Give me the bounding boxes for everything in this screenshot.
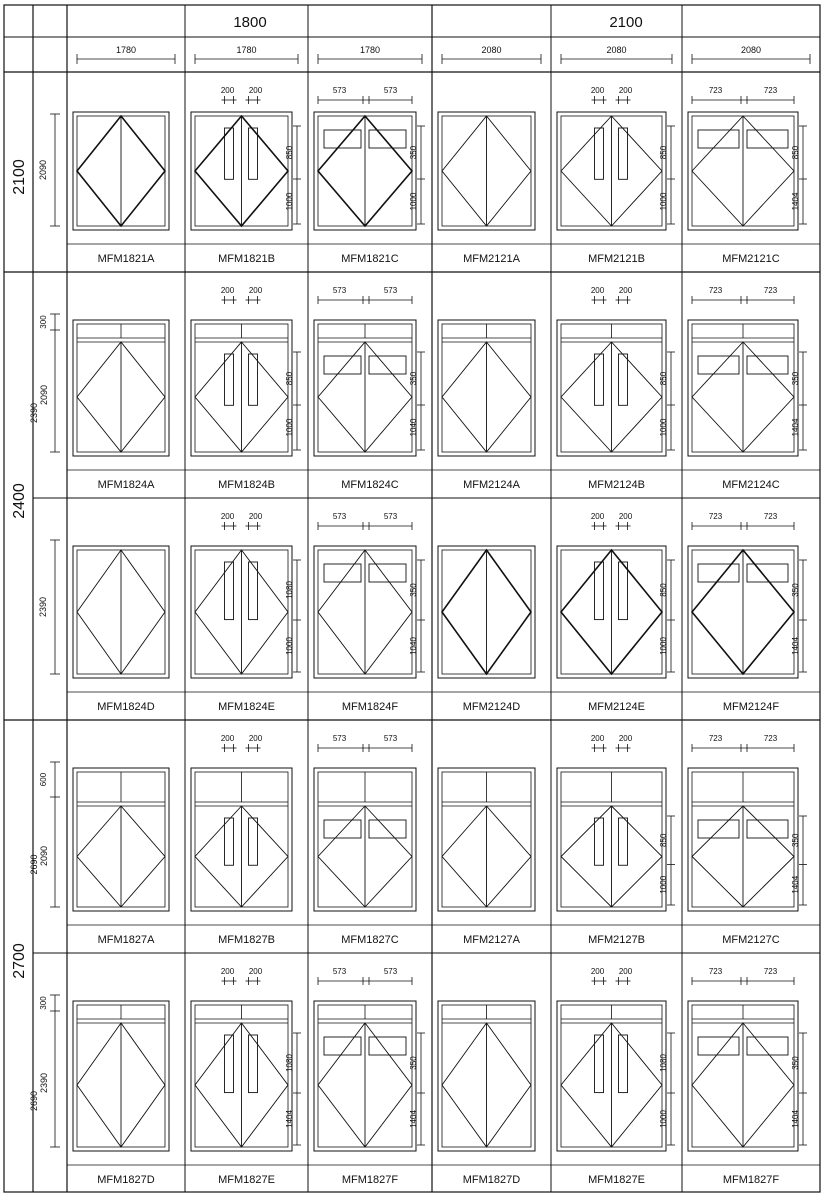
vision-panel xyxy=(249,562,258,620)
dimension-label: 200 xyxy=(618,967,633,976)
dimension-label: 200 xyxy=(220,967,235,976)
height-group-label: 2700 xyxy=(11,943,28,979)
door-cell xyxy=(73,768,169,946)
vision-panel xyxy=(619,354,628,405)
dimension-label: 200 xyxy=(590,286,605,295)
vision-panel xyxy=(369,356,406,374)
dimension-label: 723 xyxy=(763,286,778,295)
dimension-label: 850 xyxy=(285,371,294,386)
dimension-label: 200 xyxy=(248,967,263,976)
dimension-label: 1404 xyxy=(791,637,800,655)
door-cell xyxy=(73,320,169,491)
dimension-label: 200 xyxy=(618,512,633,521)
vision-panel xyxy=(324,820,361,838)
door-cell xyxy=(314,86,425,265)
width-group-label: 2100 xyxy=(609,14,643,31)
model-code-label: MFM2124F xyxy=(722,701,780,713)
dimension-label: 1000 xyxy=(659,637,668,655)
model-code-label: MFM1827B xyxy=(218,934,275,946)
width-dimension-label: 2080 xyxy=(606,45,627,55)
dimension-label: 1404 xyxy=(791,418,800,437)
door-cell xyxy=(314,734,416,946)
dimension-label: 200 xyxy=(590,86,605,95)
dimension-label: 1080 xyxy=(659,1054,668,1072)
door-cell xyxy=(191,967,301,1186)
dimension-label: 200 xyxy=(590,512,605,521)
model-code-label: MFM1824F xyxy=(341,701,399,713)
height-dimension-label: 2090 xyxy=(39,384,49,406)
width-dimension-label: 1780 xyxy=(115,45,137,55)
height-dimension-label: 2090 xyxy=(38,159,48,181)
model-code-label: MFM1827C xyxy=(341,934,399,946)
dimension-label: 850 xyxy=(659,145,668,160)
vision-panel xyxy=(698,356,739,374)
dimension-label: 350 xyxy=(791,371,800,386)
dimension-label: 1000 xyxy=(659,192,668,211)
door-cell xyxy=(557,286,675,491)
door-cell xyxy=(688,512,807,713)
dimension-label: 200 xyxy=(618,86,633,95)
model-code-label: MFM1824A xyxy=(97,479,155,491)
door-cell xyxy=(688,86,807,265)
model-code-label: MFM1821B xyxy=(218,253,275,265)
dimension-label: 200 xyxy=(618,734,633,743)
dimension-label: 350 xyxy=(791,583,800,597)
model-code-label: MFM2127C xyxy=(722,934,780,946)
door-cell xyxy=(73,1001,169,1186)
dimension-label: 350 xyxy=(409,371,418,386)
dimension-label: 1000 xyxy=(285,637,294,655)
dimension-label: 1080 xyxy=(285,1054,294,1072)
height-dimension-label: 2390 xyxy=(29,402,39,424)
vision-panel xyxy=(595,562,604,620)
dimension-label: 1040 xyxy=(409,637,418,655)
dimension-label: 850 xyxy=(659,833,668,847)
vision-panel xyxy=(619,128,628,179)
dimension-label: 1000 xyxy=(285,418,294,437)
vision-panel xyxy=(225,818,234,865)
door-cell xyxy=(191,286,301,491)
width-dimension-label: 1780 xyxy=(236,45,257,55)
width-group-label: 1800 xyxy=(233,14,267,31)
dimension-label: 200 xyxy=(618,286,633,295)
width-dimension-label: 2080 xyxy=(740,45,762,55)
height-dimension-label: 2390 xyxy=(39,1072,49,1094)
door-cell xyxy=(314,512,425,713)
model-code-label: MFM1821C xyxy=(341,253,399,265)
vision-panel xyxy=(619,1035,628,1093)
door-cell xyxy=(191,734,292,946)
door-cell xyxy=(438,768,535,946)
dimension-label: 1040 xyxy=(409,418,418,437)
dimension-label: 1000 xyxy=(285,192,294,211)
dimension-label: 1404 xyxy=(409,1110,418,1128)
model-code-label: MFM1827F xyxy=(722,1174,780,1186)
dimension-label: 200 xyxy=(590,967,605,976)
width-dimension-label: 1780 xyxy=(359,45,381,55)
dimension-label: 723 xyxy=(708,512,723,521)
dimension-label: 573 xyxy=(383,967,398,976)
vision-panel xyxy=(619,818,628,865)
dimension-label: 723 xyxy=(708,86,723,95)
dimension-label: 1000 xyxy=(659,418,668,437)
vision-panel xyxy=(698,820,739,838)
model-code-label: MFM1827E xyxy=(218,1174,275,1186)
dimension-label: 573 xyxy=(383,512,398,521)
dimension-label: 350 xyxy=(409,1056,418,1070)
door-cell xyxy=(438,320,535,491)
model-code-label: MFM1827D xyxy=(97,1174,155,1186)
dimension-label: 1000 xyxy=(659,875,668,894)
dimension-label: 573 xyxy=(332,967,347,976)
dimension-label: 723 xyxy=(763,512,778,521)
height-dimension-label: 2390 xyxy=(38,596,48,618)
model-code-label: MFM2121B xyxy=(588,253,645,265)
vision-panel xyxy=(225,354,234,405)
door-cell xyxy=(557,512,675,713)
door-cell xyxy=(438,546,535,713)
door-cell xyxy=(191,86,301,265)
vision-panel xyxy=(595,128,604,179)
dimension-label: 200 xyxy=(220,734,235,743)
dimension-label: 723 xyxy=(708,734,723,743)
door-cell xyxy=(688,967,807,1186)
vision-panel xyxy=(595,1035,604,1093)
vision-panel xyxy=(249,354,258,405)
height-group-label: 2100 xyxy=(11,159,28,195)
dimension-label: 850 xyxy=(659,371,668,386)
model-code-label: MFM1827A xyxy=(97,934,155,946)
model-code-label: MFM1821A xyxy=(97,253,155,265)
vision-panel xyxy=(595,354,604,405)
dimension-label: 850 xyxy=(791,145,800,160)
dimension-label: 850 xyxy=(659,583,668,597)
model-code-label: MFM2121C xyxy=(722,253,780,265)
height-dimension-label: 300 xyxy=(39,996,48,1010)
dimension-label: 573 xyxy=(332,512,347,521)
model-code-label: MFM1824B xyxy=(218,479,275,491)
model-code-label: MFM1824D xyxy=(97,701,155,713)
vision-panel xyxy=(619,562,628,620)
vision-panel xyxy=(324,130,361,148)
dimension-label: 200 xyxy=(220,286,235,295)
vision-panel xyxy=(249,818,258,865)
dimension-label: 200 xyxy=(248,734,263,743)
dimension-label: 200 xyxy=(248,86,263,95)
dimension-label: 573 xyxy=(383,734,398,743)
model-code-label: MFM2124D xyxy=(462,701,521,713)
dimension-label: 200 xyxy=(220,512,235,521)
dimension-label: 1404 xyxy=(285,1110,294,1128)
model-code-label: MFM1824E xyxy=(218,701,275,713)
dimension-label: 350 xyxy=(409,583,418,597)
dimension-label: 1404 xyxy=(791,192,800,211)
door-cell xyxy=(314,286,425,491)
dimension-label: 350 xyxy=(791,833,800,847)
dimension-label: 1404 xyxy=(791,875,800,894)
model-code-label: MFM1824C xyxy=(341,479,399,491)
model-code-label: MFM2124A xyxy=(463,479,520,491)
height-group-label: 2400 xyxy=(11,483,28,519)
model-code-label: MFM2127A xyxy=(463,934,520,946)
height-dimension-label: 2090 xyxy=(39,845,49,867)
dimension-label: 573 xyxy=(332,286,347,295)
model-code-label: MFM1827E xyxy=(588,1174,645,1186)
dimension-label: 723 xyxy=(763,967,778,976)
dimension-label: 850 xyxy=(285,145,294,160)
model-code-label: MFM2121A xyxy=(463,253,520,265)
vision-panel xyxy=(747,130,788,148)
model-code-label: MFM2127B xyxy=(588,934,645,946)
door-cell xyxy=(314,967,425,1186)
model-code-label: MFM1827F xyxy=(341,1174,399,1186)
width-dimension-label: 2080 xyxy=(481,45,502,55)
dimension-label: 723 xyxy=(763,734,778,743)
vision-panel xyxy=(747,356,788,374)
dimension-label: 573 xyxy=(332,734,347,743)
height-dimension-label: 300 xyxy=(39,315,48,329)
door-cell xyxy=(557,86,675,265)
dimension-label: 200 xyxy=(248,512,263,521)
dimension-label: 200 xyxy=(590,734,605,743)
dimension-label: 1080 xyxy=(285,581,294,599)
dimension-label: 723 xyxy=(708,967,723,976)
dimension-label: 723 xyxy=(763,86,778,95)
door-cell xyxy=(557,734,675,946)
vision-panel xyxy=(698,130,739,148)
dimension-label: 1000 xyxy=(409,192,418,211)
door-cell xyxy=(557,967,675,1186)
vision-panel xyxy=(249,128,258,179)
dimension-label: 350 xyxy=(409,145,418,160)
dimension-label: 200 xyxy=(248,286,263,295)
model-code-label: MFM2124E xyxy=(588,701,645,713)
door-cell xyxy=(688,734,807,946)
dimension-label: 573 xyxy=(383,286,398,295)
vision-panel xyxy=(249,1035,258,1093)
vision-panel xyxy=(324,356,361,374)
model-code-label: MFM2124C xyxy=(722,479,780,491)
vision-panel xyxy=(369,130,406,148)
dimension-label: 350 xyxy=(791,1056,800,1070)
door-cell xyxy=(438,112,535,265)
height-dimension-label: 2690 xyxy=(29,854,39,875)
door-cell xyxy=(191,512,301,713)
dimension-label: 200 xyxy=(220,86,235,95)
door-cell xyxy=(438,1001,535,1186)
dimension-label: 723 xyxy=(708,286,723,295)
dimension-label: 573 xyxy=(332,86,347,95)
model-code-label: MFM2124B xyxy=(588,479,645,491)
vision-panel xyxy=(747,820,788,838)
dimension-label: 1404 xyxy=(791,1110,800,1128)
model-code-label: MFM1827D xyxy=(462,1174,521,1186)
dimension-label: 1000 xyxy=(659,1110,668,1128)
door-cell xyxy=(73,546,169,713)
door-cell xyxy=(73,112,169,265)
dimension-label: 573 xyxy=(383,86,398,95)
door-cell xyxy=(688,286,807,491)
vision-panel xyxy=(369,820,406,838)
vision-panel xyxy=(595,818,604,865)
height-dimension-label: 600 xyxy=(39,772,48,787)
height-dimension-label: 2690 xyxy=(29,1090,39,1112)
